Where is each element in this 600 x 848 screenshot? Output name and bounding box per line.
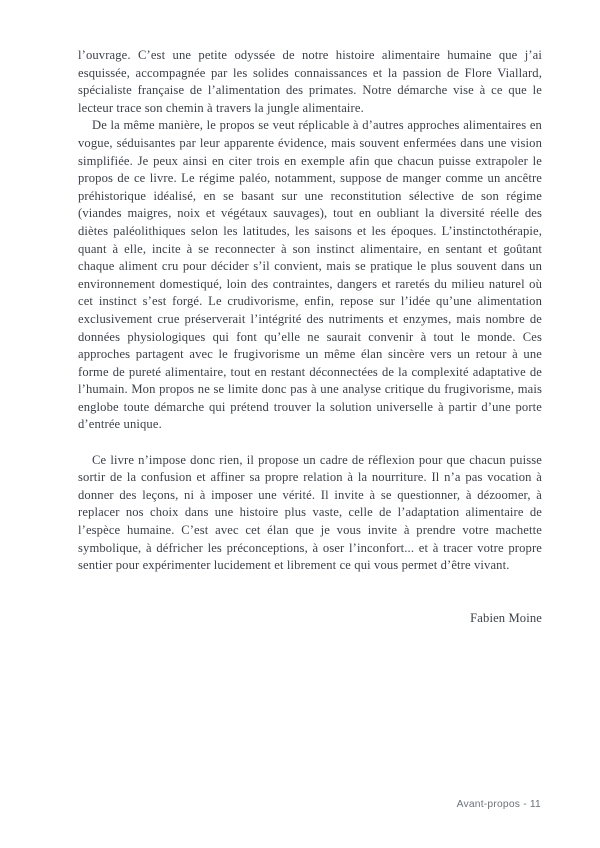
page-footer: Avant-propos - 11 <box>456 799 541 810</box>
body-paragraph: l’ouvrage. C’est une petite odyssée de notre histoire alimentaire humaine que j’ai esquissée, accompagnée par les solides connaissances et la passion de Flore Viallard, spécialiste française de l’alimentation des primates. Notre démarche vise à ce que le lecteur trace son chemin à travers la jungle alimentaire. <box>78 48 542 115</box>
body-text-block <box>78 47 542 627</box>
author-signature: Fabien Moine <box>470 610 542 625</box>
body-paragraph: Ce livre n’impose donc rien, il propose un cadre de réflexion pour que chacun puisse sortir de la confusion et affiner sa propre relation à la nourriture. Il n’a pas vocation à donner des leçons, ni à imposer une vérité. Il invite à se questionner, à dézoomer, à replacer nos choix dans une histoire plus vaste, celle de l’adaptation alimentaire de l’espèce humaine. C’est avec cet élan que je vous invite à prendre votre machette symbolique, à défricher les préconceptions, à oser l’inconfort... et à tracer votre propre sentier pour expérimenter lucidement et librement ce qui vous permet d’être vivant. <box>78 452 542 573</box>
body-paragraph: De la même manière, le propos se veut réplicable à d’autres approches alimentaires en vogue, séduisantes par leur apparente évidence, mais souvent enfermées dans une vision simplifiée. Je peux ainsi en citer trois en exemple afin que chacun puisse extrapoler le propos de ce livre. Le régime paléo, notamment, suppose de manger comme un ancêtre préhistorique idéalisé, en se basant sur une reconstitution sélective de son régime (viandes maigres, noix et végétaux sauvages), tout en oubliant la diversité réelle des diètes paléolithiques selon les latitudes, les saisons et les époques. L’instinctothérapie, quant à elle, incite à se reconnecter à son instinct alimentaire, en sentant et goûtant chaque aliment cru pour décider s’il convient, mais se pratique le plus souvent dans un environnement domestiqué, loin des contraintes, dangers et raretés du milieu naturel où cet instinct s’est forgé. Le crudivorisme, enfin, repose sur l’idée qu’une alimentation exclusivement crue préserverait l’intégrité des nutriments et enzymes, mais nombre de données physiologiques qui font qu’elle ne saurait convenir à tout le monde. Ces approches partagent avec le frugivorisme un même élan sincère vers un retour à une forme de pureté alimentaire, tout en restant déconnectées de la complexité adaptative de l’humain. Mon propos ne se limite donc pas à une analyse critique du frugivorisme, mais englobe toute démarche qui prétend trouver la solution universelle à partir d’une porte d’entrée unique. <box>78 118 542 432</box>
